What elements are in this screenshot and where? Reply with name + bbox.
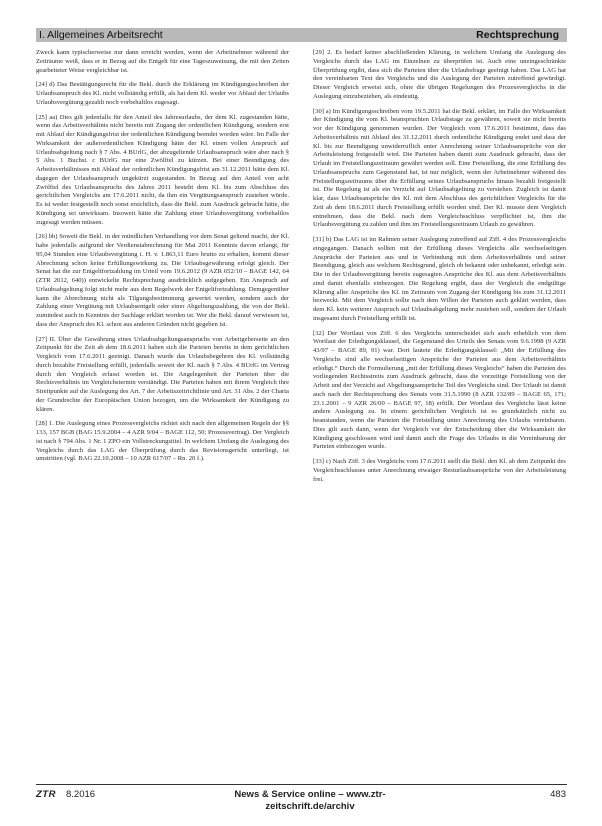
text-column-right [313,49,566,776]
paragraph: [27] II. Über die Gewährung eines Urlaubsabgeltungsanspruchs von Arbeitgeberseite an den Zeitpunkt für die Zeit ab dem 18.6.2011 haben sich die Parteien bereits in dem gerichtlichen Vergleich vom 17.6.2011 geeinigt. Danach wurde das Urlaubsbegehren des Kl. vollständig durch bezahlte Freistellung erfüllt, jedenfalls soweit der Kl. nach § 7 Abs. 4 BUrlG im Vertrag durch den Vergleich erfasst worden ist. Die Angelegenheit der Parteien über die Rechtsverhältnis im Vergleichstermin verständigt. Die Parteien haben mit ihrem Vergleich ihre Streitpunkte auf die Auslegung des Art. 7 der Arbeitszeitrichtlinie und Art. 31 Abs. 2 der Charta der Grundrechte der Europäischen Union bezogen, um die Wirksamkeit der Kündigung zu klären. [36,335,289,413]
section-title: I. Allgemeines Arbeitsrecht [39,29,163,41]
category-label: Rechtsprechung [476,29,559,41]
paragraph: [31] b) Das LAG ist im Rahmen seiner Auslegung zutreffend auf Ziff. 4 des Prozessvergleichs eingegangen. Danach sollten mit der Erfüllung dieses Vergleichs alle wechselseitigen Ansprüche der Parteien aus und in Verbindung mit dem Arbeitsverhältnis und seiner Beendigung, gleich aus welchem Rechtsgrund, gleich ob bekannt oder unbekannt, erledigt sein. Die in der Urlaubsvergütung bereits zugesagten Ansprüche des Kl. aus dem Arbeitsverhältnis sind damit ebenfalls einbezogen. Die Regelung ergibt, dass der Vergleich die endgültige Klärung aller Ansprüche des Kl. im Zeitraum von Zugang der Kündigung bis zum 31.12.2011 bezweckt. Mit dem Vergleich sollte nach dem Willen der Parteien auch geklärt werden, dass dem Kl. kein weiterer Anspruch auf Urlaubsabgeltung mehr zustehen soll, sondern der Urlaub insgesamt durch Freistellung erfüllt ist. [313,236,566,322]
footer-divider [36,784,567,785]
paragraph: [33] c) Nach Ziff. 3 des Vergleichs vom 17.6.2011 stellt die Bekl. den Kl. ab dem Zeitpunkt des Vergleichsschlusses unter Anrechnung etwaiger Resturlaubsansprüche von der Arbeitsleistung frei. [313,458,566,483]
paragraph: [30] a) Im Kündigungsschreiben vom 19.5.2011 hat die Bekl. erklärt, im Falle der Wirksamkeit der Kündigung die vom Kl. beanspruchten Urlaubstage zu gewähren, soweit sie nicht bereits vor der Kündigung genommen wurden. Der Vergleich vom 17.6.2011 bestimmt, dass das Arbeitsverhältnis mit Ablauf des 31.12.2011 durch ordentliche Kündigung endet und dass der Kl. bis zur Beendigung unwiderruflich unter Anrechnung seiner Urlaubsansprüche von der Arbeitsleistung freigestellt wird. Die Parteien haben damit zum Ausdruck gebracht, dass der Urlaub im Freistellungszeitraum gewährt werden soll. Eine Freistellung, die eine Erfüllung des Urlaubsanspruchs zum Gegenstand hat, ist nur möglich, wenn der Arbeitnehmer während des Freistellungszeitraums über die Erfüllung seines Urlaubsanspruchs hinaus bezahlt freigestellt ist. Die Regelung ist als ein Verzicht auf Urlaubsabgeltung zu verstehen. Zugleich ist damit klar, dass Urlaubsansprüche des Kl. mit dem Abschluss des gerichtlichen Vergleichs für die Zeit ab dem 18.6.2011 durch Freistellung erfüllt worden sind. Der Kl. musste dem Vergleich entnehmen, dass die Bekl. nach dem Vergleichsschluss verpflichtet ist, ihm die Urlaubsvergütung zu zahlen und ihm im Freistellungszeitraum Urlaub zu gewähren. [313,107,566,229]
paragraph: [24] d) Das Bestätigungsrecht für die Bekl. durch die Erklärung im Kündigungsschreiben der Urlaubsanspruch des Kl. nicht vollständig erfüllt, als hat dem Kl. weder vor Ablauf der Urlaubs Urlaubsvergütung gezahlt noch vorbehaltlos zugesagt. [36,81,289,106]
paragraph: [25] aa) Dies gilt jedenfalls für den Anteil des Jahresurlaubs, der dem Kl. zugestanden hätte, wenn das Arbeitsverhältnis nicht bereits mit Zugang der ordentlichen Kündigung, sondern erst mit Ablauf der Kündigungsfrist der ordentlichen Kündigung beendet worden wäre. Im Falle der Wirksamkeit der außerordentlichen Kündigung hätte der Kl. einen vollen Anspruch auf Urlaubsabgeltung nach § 7 Abs. 4 BUrlG, der abzugeltende Urlaubsanspruch wäre aber nach § 5 Abs. 1 Buchst. c BUrlG nur eine Zwölftel zu kürzen. Bei einer Beendigung des Arbeitsverhältnisses mit Ablauf der ordentlichen Kündigungsfrist am 31.12.2011 hätte dem Kl. dagegen der Urlaubsanspruch ungekürzt zugestanden. In Bezug auf den Anteil von acht Zwölftel des Urlaubsanspruchs des Jahres 2011 besteht dem Kl. bis zum Abschluss des gerichtlichen Vergleichs am 17.6.2011 nicht, da ihm ein Vergütungsanspruch zustehen würde. Es ist weder festgestellt noch sonst ersichtlich, dass die Bekl. zum Ausdruck gebracht hätte, die Kündigung sei unwirksam. Insoweit hätte die Zahlung einer Urlaubsvergütung vorbehaltlos zugesagt werden müssen. [36,113,289,226]
journal-name: ZTR [36,789,56,800]
running-header [36,28,567,42]
text-column-left [36,49,289,776]
issue-number: 8.2016 [66,789,96,800]
paragraph: [29] 2. Es bedarf keiner abschließenden Klärung, in welchem Umfang die Auslegung des Vergleichs durch das LAG im Einzelnen zu überprüfen ist. Auch eine uneingeschränkte Überprüfung ergibt, dass sich die Parteien über die Urlaubsfrage geeinigt haben. Das LAG hat den vereinbarten Text des Vergleichs und die Auslegung der Parteien zutreffend gewürdigt. Dieser Vergleich erweist sich, ohne die übrigen Regelungen des Prozessvergleichs in die Auslegung einzubeziehen, als eindeutig. [313,49,566,100]
paragraph: [28] 1. Die Auslegung eines Prozessvergleichs richtet sich nach den allgemeinen Regeln der §§ 133, 157 BGB (BAG 15.9.2004 – 4 AZR 9/04 – BAGE 112, 50; Prozessvertrag). Der Vergleich ist nach § 794 Abs. 1 Nr. 1 ZPO ein Vollstreckungstitel. In welchem Umfang die Auslegung des Vergleichs durch das LAG der Überprüfung durch das Revisionsgericht unterliegt, ist umstritten (vgl. BAG 22.10.2008 – 10 AZR 617/07 – Rn. 20 f.). [36,420,289,463]
paragraph: [32] Der Wortlaut von Ziff. 6 des Vergleichs unterscheidet sich auch erheblich von dem Wortlaut der Erledigungsklausel, die Gegenstand des Urteils des Senats vom 9.6.1998 (9 AZR 43/97 – BAGE 89, 91) war. Dort lautete die Erledigungsklausel: „Mit der Erfüllung des Vergleichs sind alle wechselseitigen Ansprüche der Parteien aus dem Arbeitsverhältnis erledigt.“ Durch die Formulierung „mit der Erfüllung dieses Vergleichs“ haben die Parteien des vorliegenden Rechtsstreits zum Ausdruck gebracht, dass die vorzeitige Freistellung von der Arbeit und der Verzicht auf Abgeltungsansprüche Teil des Vergleichs sind. Der Urlaub ist damit auch nach der Rechtsprechung des Senats vom 31.5.1990 (8 AZR 132/89 – BAGE 65, 171; 23.1.2001 – 9 AZR 26/00 – BAGE 97, 18) erfüllt. Der Wortlaut des Vergleichs lässt keine andere Auslegung zu. In einem gerichtlichen Vergleich ist es grundsätzlich nicht zu beanstanden, wenn die Parteien die Freistellung unter Anrechnung des Urlaubs vereinbaren. Dies gilt auch dann, wenn der Vergleich vor der Entscheidung über die Wirksamkeit der Kündigung geschlossen wird und damit auch die Frage des Urlaubs in die Vereinbarung der Parteien einbezogen wurde. [313,329,566,451]
archive-link[interactable]: News & Service online – www.ztr-zeitschrift.de/archiv [234,789,386,812]
paragraph: [26] bb) Soweit die Bekl. in der mündlichen Verhandlung vor dem Senat geltend macht, der Kl. habe jedenfalls aufgrund der Verdienstabrechnung für Mai 2011 Kenntnis davon erlangt, für 95,04 Stunden eine Urlaubsvergütung i. H. v. 1.863,11 Euro brutto zu erhalten, kommt dieser Abrechnung schon keine Erfüllungswirkung zu. Die Urlaubsgewährung erfolgt gleich. Der Senat hat die zur Entgeltfortzahlung im Urteil vom 19.6.2012 (9 AZR 652/10 – BAGE 142, 64 (ZTR 2012, 640)) entwickelte Rechtsprechung ausdrücklich aufgegeben. Ein Anspruch auf Urlaubsabgeltung folgt nicht mehr aus dem Regelwerk der Entgeltfortzahlung. Demgegenüber kann die Abrechnung nicht als Tilgungsbestimmung gewertet werden, sondern auch der Zahlung einer Vergütung mit Urlaubsentgelt oder einer Abgeltungszahlung, die von der Bekl. zumindest auch in Kenntnis der Sachlage erklärt worden ist. Wer die Bekl. darauf verwiesen ist, dass der Anspruch des Kl. schon aus anderen Gründen nicht gegeben ist. [36,233,289,328]
paragraph: Zweck kann typischerweise nur dann erreicht werden, wenn der Arbeitnehmer während der Zeiträume weiß, dass er in Bezug auf die Entgelt für eine Tageszuweisung, die mit den Zeiten gearbeiteter Weise vergleichbar ist. [36,49,289,74]
page-number: 483 [550,789,566,800]
